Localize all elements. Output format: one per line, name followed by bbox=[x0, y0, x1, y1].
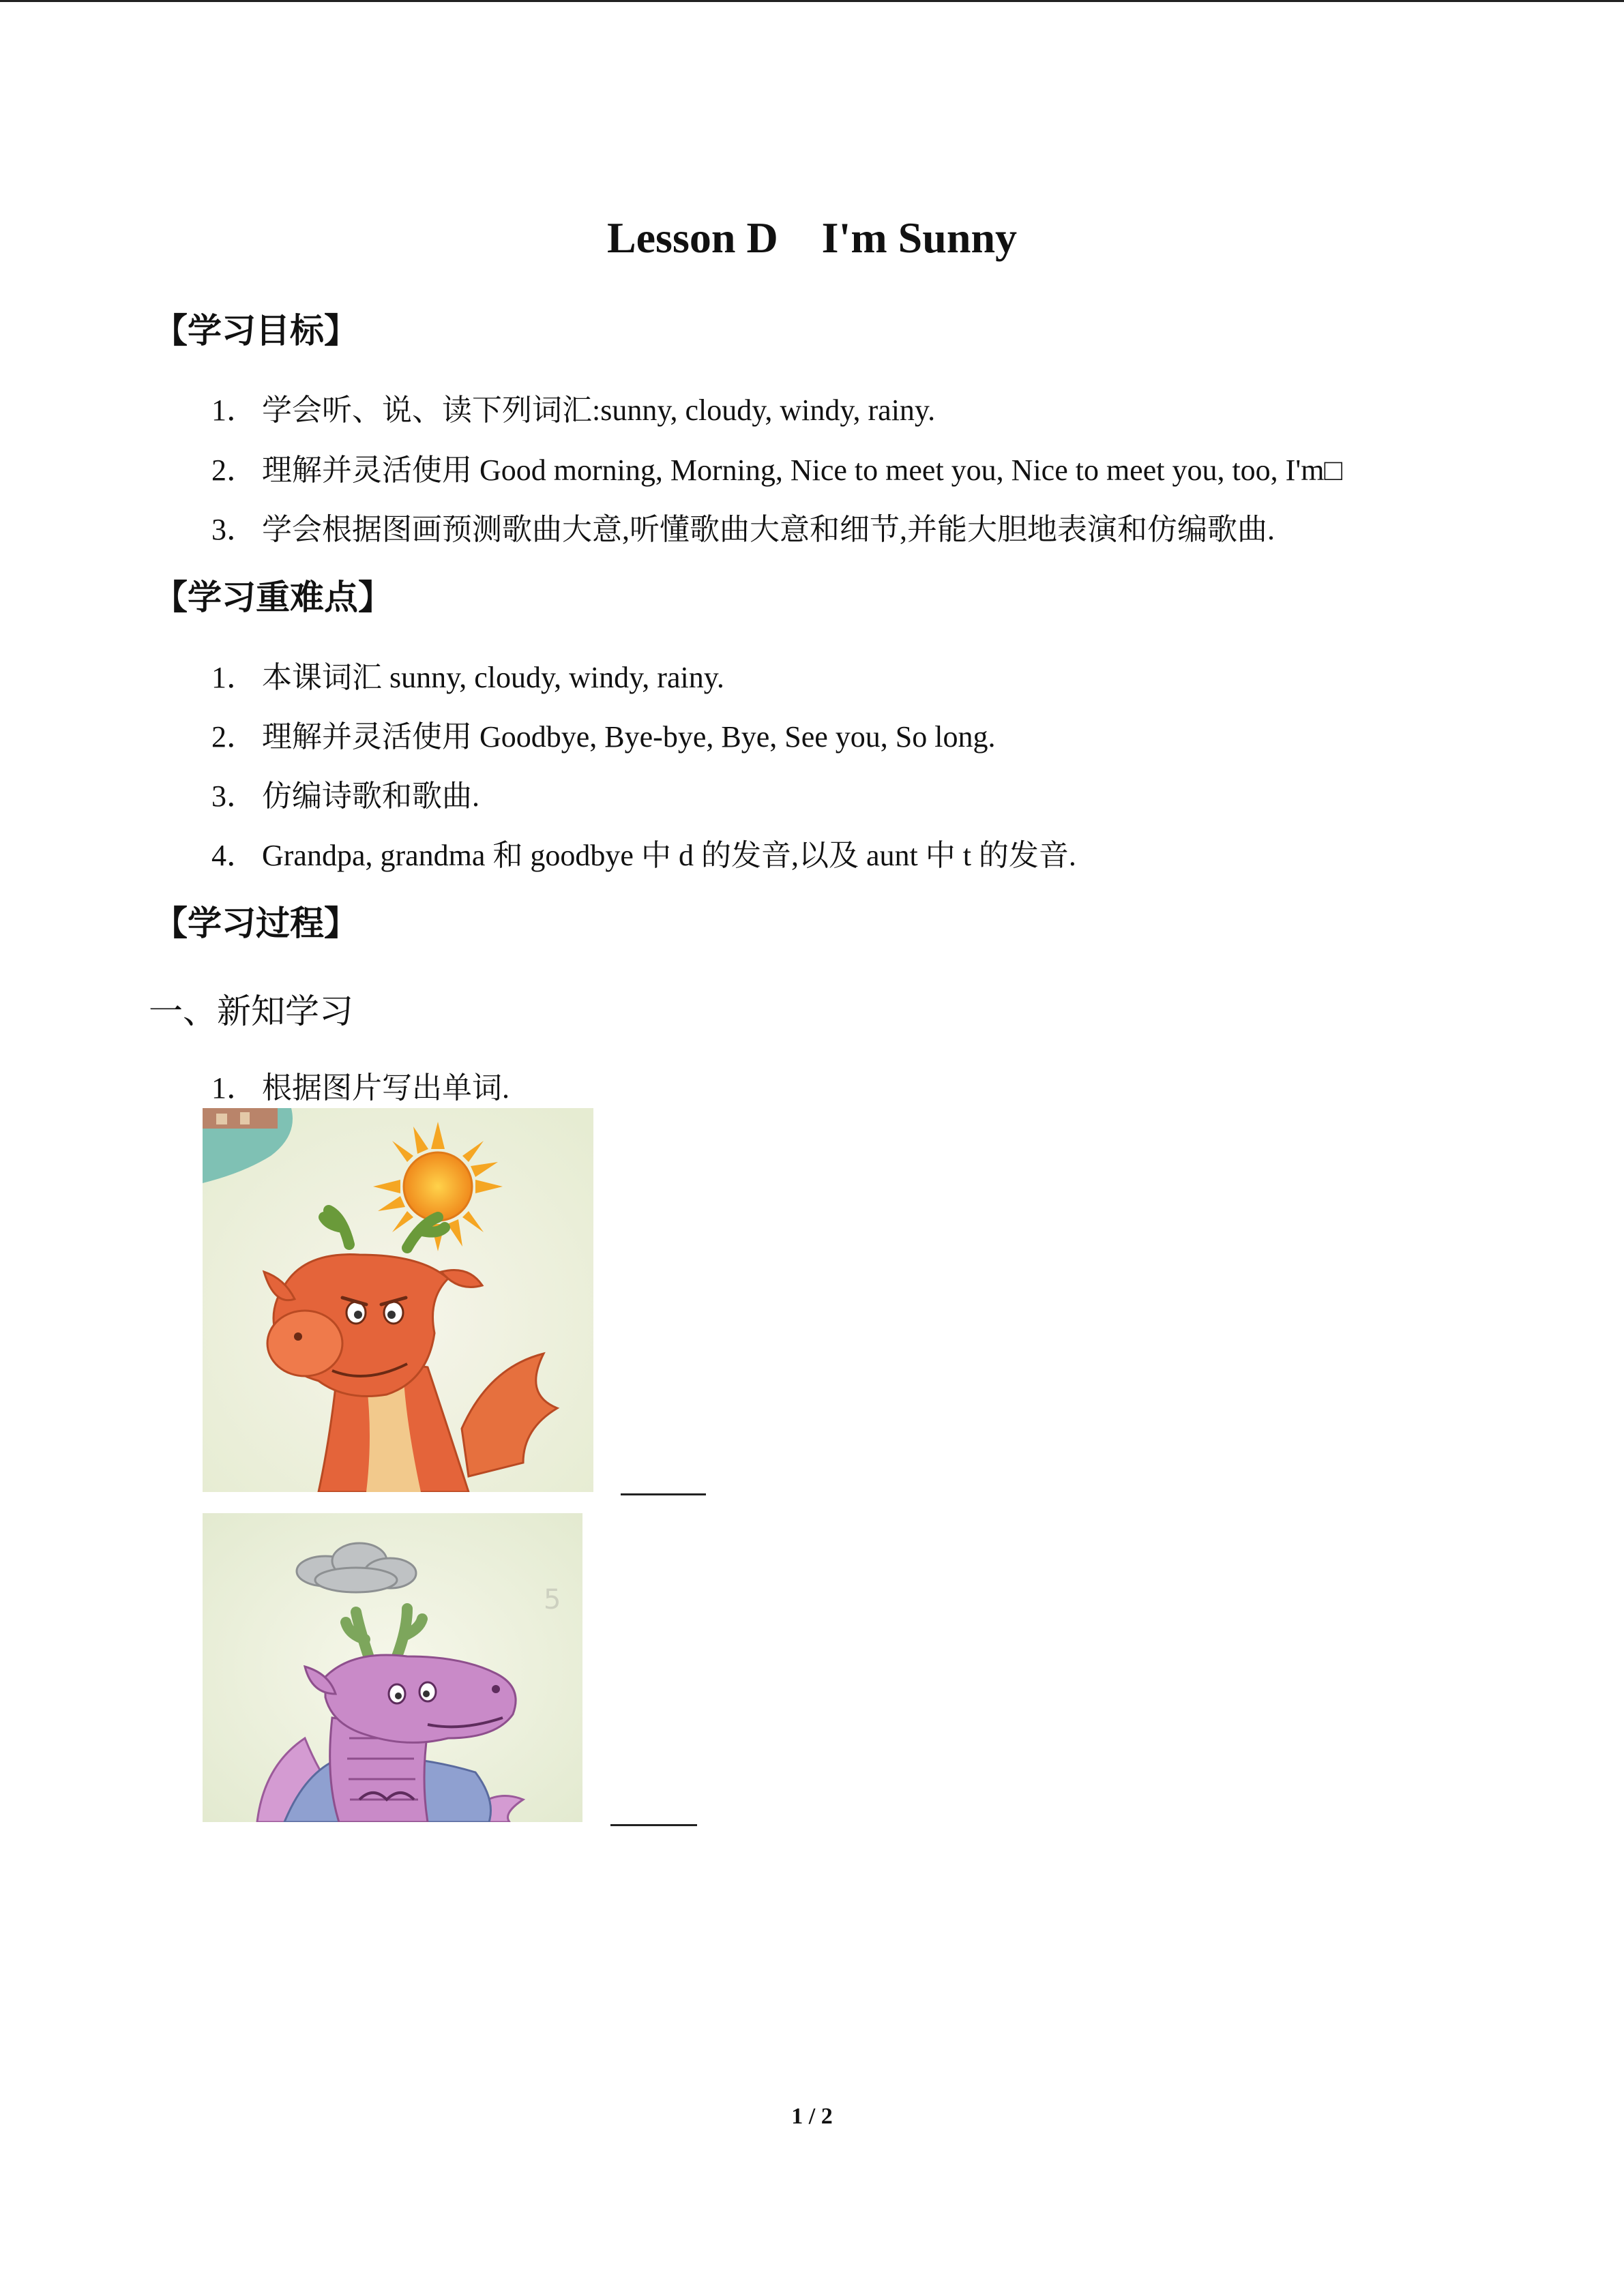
key-point-text: 仿编诗歌和歌曲. bbox=[262, 779, 479, 813]
key-point-number: 1． bbox=[211, 661, 256, 694]
answer-blank-1[interactable] bbox=[621, 1493, 706, 1495]
key-point-text: 本课词汇 sunny, cloudy, windy, rainy. bbox=[262, 661, 724, 694]
cloud-dragon-picture bbox=[203, 1513, 582, 1822]
goal-number: 3． bbox=[211, 513, 256, 546]
goal-text: 学会听、说、读下列词汇:sunny, cloudy, windy, rainy. bbox=[262, 393, 936, 427]
key-point-item-3 bbox=[211, 781, 479, 811]
goal-number: 2． bbox=[211, 453, 256, 487]
key-point-item-1 bbox=[211, 663, 724, 693]
svg-text:5: 5 bbox=[544, 1584, 561, 1615]
goal-item-2 bbox=[211, 453, 1343, 487]
page-top-border bbox=[0, 0, 1624, 2]
cloud-dragon-illustration-icon bbox=[203, 1513, 582, 1822]
task-item-1 bbox=[211, 1073, 510, 1103]
page-title: Lesson D I'm Sunny bbox=[606, 213, 1018, 262]
heading-learning-goals: 【学习目标】 bbox=[153, 311, 358, 351]
key-point-text: 理解并灵活使用 Goodbye, Bye-bye, Bye, See you, So long. bbox=[262, 720, 996, 754]
sun-dragon-illustration-icon bbox=[203, 1108, 593, 1492]
key-point-number: 2． bbox=[211, 720, 256, 754]
sun-dragon-picture bbox=[203, 1108, 593, 1492]
key-point-item-2 bbox=[211, 722, 995, 752]
heading-learning-process: 【学习过程】 bbox=[153, 904, 358, 943]
answer-blank-2[interactable] bbox=[610, 1824, 697, 1826]
subheading-new-knowledge: 一、新知学习 bbox=[149, 992, 353, 1031]
task-number: 1． bbox=[211, 1071, 256, 1105]
goal-number: 1． bbox=[211, 393, 256, 427]
page-number: 1 / 2 bbox=[791, 2104, 833, 2129]
key-point-number: 3． bbox=[211, 779, 256, 813]
key-point-number: 4． bbox=[211, 839, 256, 872]
task-text: 根据图片写出单词. bbox=[262, 1071, 510, 1105]
key-point-item-4 bbox=[211, 841, 1076, 871]
key-point-text: Grandpa, grandma 和 goodbye 中 d 的发音,以及 aunt 中 t 的发音. bbox=[262, 839, 1076, 872]
heading-key-points: 【学习重难点】 bbox=[153, 578, 392, 617]
goal-text: 学会根据图画预测歌曲大意,听懂歌曲大意和细节,并能大胆地表演和仿编歌曲. bbox=[262, 513, 1275, 546]
goal-text: 理解并灵活使用 Good morning, Morning, Nice to meet you, Nice to meet you, too, I'm□ bbox=[262, 453, 1343, 487]
goal-item-3 bbox=[211, 515, 1275, 545]
goal-item-1 bbox=[211, 393, 936, 427]
